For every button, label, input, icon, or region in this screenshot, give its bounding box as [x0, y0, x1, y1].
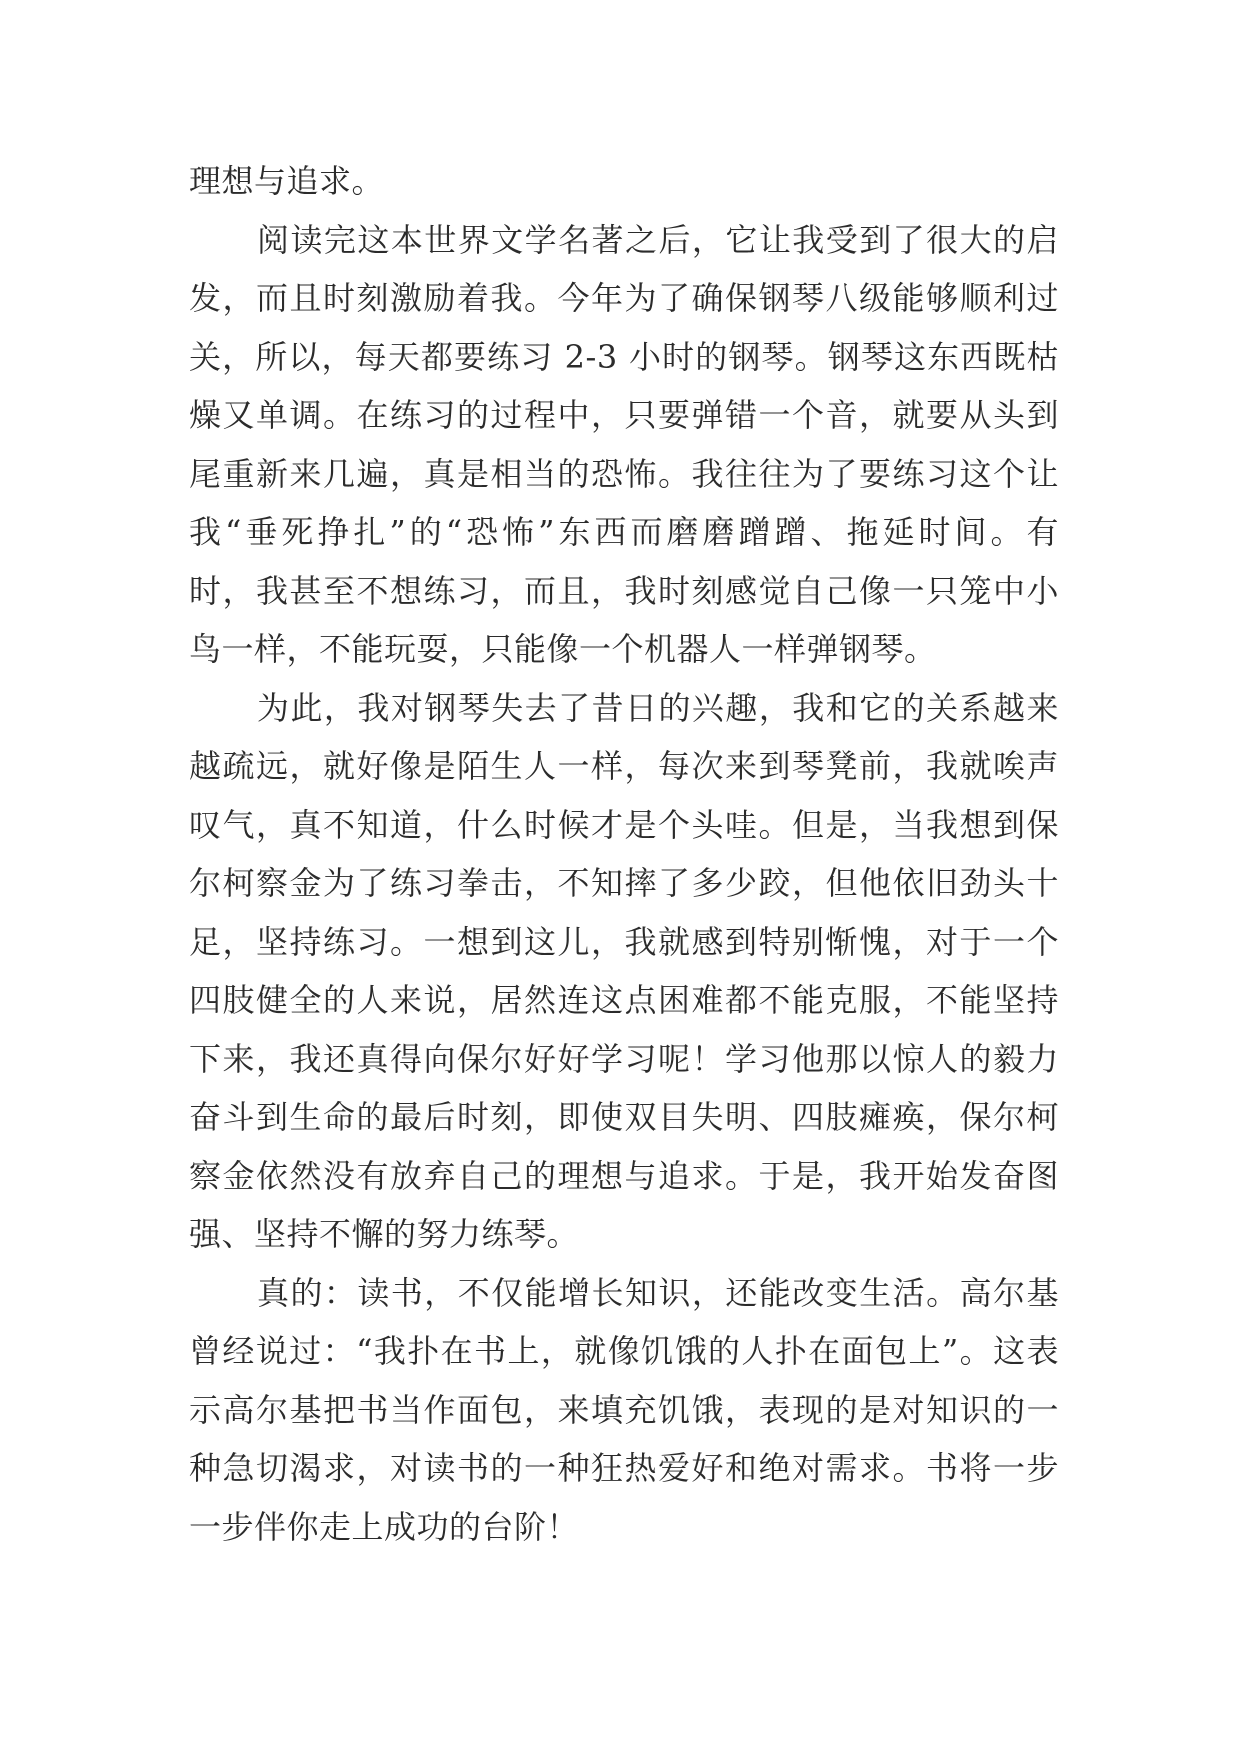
text-line: 尔柯察金为了练习拳击，不知摔了多少跤，但他依旧劲头十 — [189, 864, 1059, 902]
text-line: 时，我甚至不想练习，而且，我时刻感觉自己像一只笼中小 — [189, 571, 1059, 610]
paragraph — [189, 211, 1059, 679]
text-line: 真的：读书，不仅能增长知识，还能改变生活。高尔基 — [257, 1273, 1059, 1312]
text-line: 种急切渴求，对读书的一种狂热爱好和绝对需求。书将一步 — [189, 1449, 1059, 1487]
text-line: 关，所以，每天都要练习 2-3 小时的钢琴。钢琴这东西既枯 — [189, 337, 1059, 376]
text-line: 理想与追求。 — [189, 162, 385, 200]
text-line: 一步伴你走上成功的台阶！ — [189, 1507, 580, 1546]
paragraph — [189, 152, 1059, 211]
text-line: 察金依然没有放弃自己的理想与追求。于是，我开始发奋图 — [189, 1156, 1059, 1195]
text-line: 发，而且时刻激励着我。今年为了确保钢琴八级能够顺利过 — [189, 279, 1059, 317]
essay-body — [189, 152, 1059, 1556]
text-line: 为此，我对钢琴失去了昔日的兴趣，我和它的关系越来 — [257, 688, 1059, 727]
text-line: 四肢健全的人来说，居然连这点困难都不能克服，不能坚持 — [189, 981, 1059, 1019]
text-line: 强、坚持不懈的努力练琴。 — [189, 1215, 580, 1253]
text-line: 我“垂死挣扎”的“恐怖”东西而磨磨蹭蹭、拖延时间。有 — [189, 513, 1059, 551]
text-line: 曾经说过：“我扑在书上，就像饥饿的人扑在面包上”。这表 — [189, 1332, 1059, 1370]
text-line: 足，坚持练习。一想到这儿，我就感到特别惭愧，对于一个 — [189, 922, 1059, 961]
text-line: 越疏远，就好像是陌生人一样，每次来到琴凳前，我就唉声 — [189, 747, 1059, 785]
paragraph — [189, 679, 1059, 1264]
paragraph — [189, 1264, 1059, 1557]
text-line: 尾重新来几遍，真是相当的恐怖。我往往为了要练习这个让 — [189, 454, 1059, 493]
text-line: 示高尔基把书当作面包，来填充饥饿，表现的是对知识的一 — [189, 1390, 1059, 1429]
text-line: 燥又单调。在练习的过程中，只要弹错一个音，就要从头到 — [189, 396, 1059, 434]
text-line: 奋斗到生命的最后时刻，即使双目失明、四肢瘫痪，保尔柯 — [189, 1098, 1059, 1136]
text-line: 鸟一样，不能玩耍，只能像一个机器人一样弹钢琴。 — [189, 630, 937, 668]
text-line: 叹气，真不知道，什么时候才是个头哇。但是，当我想到保 — [189, 805, 1059, 844]
text-line: 阅读完这本世界文学名著之后，它让我受到了很大的启 — [257, 220, 1059, 259]
text-line: 下来，我还真得向保尔好好学习呢！学习他那以惊人的毅力 — [189, 1039, 1059, 1078]
